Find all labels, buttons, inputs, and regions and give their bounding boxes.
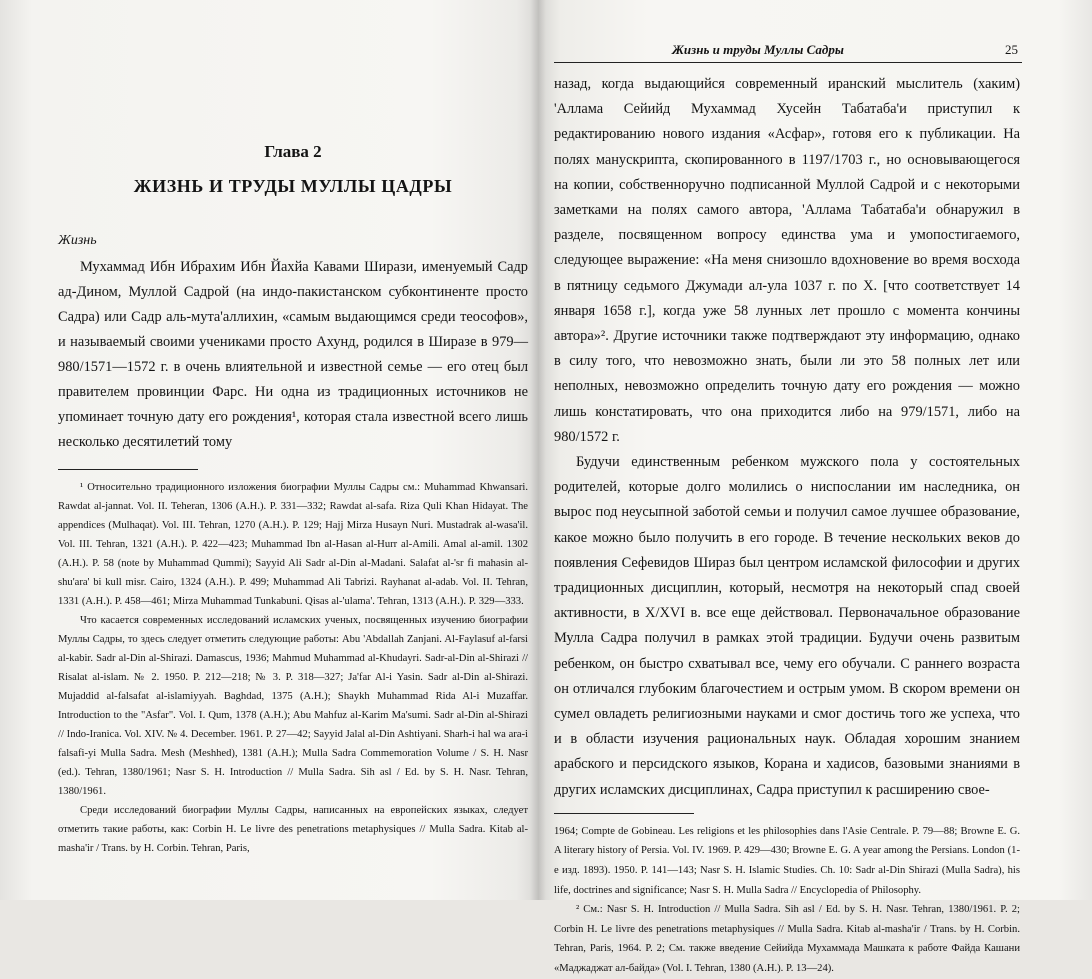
chapter-label: Глава 2 xyxy=(264,142,322,161)
running-head-title: Жизнь и труды Муллы Садры xyxy=(672,42,844,57)
right-footnote-cont: 1964; Compte de Gobineau. Les religions et les philosophies dans l'Asie Centrale. P. 79—88; Browne E. G. A literary history of Persia. Vol. IV. 1969. P. 429—430; Browne E. G. A year among the Persians. London (1-е изд. 1893). 1950. P. 141—143; Nasr S. H. Islamic Studies. Ch. 10: Sadr al-Din Shirazi (Mulla Sadra), his life, doctrines and significance; Nasr S. H. Mulla Sadra // Encyclopedia of Philosophy. xyxy=(554,825,1020,896)
left-paragraph-1: Мухаммад Ибн Ибрахим Ибн Йахйа Кавами Ширази, именуемый Садр ад-Дином, Муллой Садрой (на индо-пакистанском субконтиненте просто Садра) или Садр аль-мута'аллихин, «самым выдающимся среди теософов», и называемый своими учениками просто Ахунд, родился в Ширазе в 979—980/1571—1572 г. в очень влиятельной и известной семье — его отец был правителем провинции Фарс. Ни одна из традиционных источников не упоминает точную дату его рождения¹, которая стала известной всего лишь несколько десятилетий тому xyxy=(58,259,528,450)
book-gutter xyxy=(530,0,546,900)
right-page-content xyxy=(554,72,1020,979)
footnote-rule xyxy=(58,469,198,470)
footnote-rule xyxy=(554,813,694,814)
chapter-title: ЖИЗНЬ И ТРУДЫ МУЛЛЫ ЦАДРЫ xyxy=(133,176,453,196)
right-paragraph-1: назад, когда выдающийся современный иранский мыслитель (хаким) 'Аллама Сейийд Мухаммад Хусейн Табатаба'и приступил к редактированию нового издания «Асфар», готовя его к публикации. На полях манускрипта, скопированного в 1197/1703 г., но основывающегося на копии, собственноручно подписанной Муллой Садрой и с некоторыми заметками на полях самого автора, 'Аллама Табатаба'и обнаружил в разделе, посвященном вопросу единства ума и умопостигаемого, следующее выражение: «На меня снизошло вдохновение во время восхода в пятницу седьмого Джумади ал-ула 1037 г. по Х. [что соответствует 14 января 1658 г.], когда уже 58 лунных лет прошло с момента кончины автора»². Другие источники также подтверждают эту информацию, однако в силу того, что невозможно знать, были ли это 58 полных лет или неполных, невозможно определить точную дату его рождения — можно лишь констатировать, что она приходится либо на 979/1571, либо на 980/1572 г. xyxy=(554,76,1020,445)
left-footnote-2: Что касается современных исследований исламских ученых, посвященных изучению биографии Муллы Садры, то здесь следует отметить следующие работы: Abu 'Abdallah Zanjani. Al-Faylasuf al-farsi al-kabir. Sadr al-Din al-Shirazi. Damascus, 1936; Mahmud Muhammad al-Khudayri. Sadr-al-Din al-Shirazi // Risalat al-islam. № 2. 1950. P. 212—218; № 3. P. 318—327; Ja'far Al-i Yasin. Sadr al-Din al-Shirazi. Mujaddid al-falsafat al-islamiyyah. Baghdad, 1375 (A.H.); Shaykh Muhammad Rida Al-i Muzaffar. Introduction to the "Asfar". Vol. I. Qum, 1378 (A.H.); Abu Mahfuz al-Karim Ma'sumi. Sadr al-Din al-Shirazi // Indo-Iranica. Vol. XIV. № 4. December. 1961. P. 27—42; Sayyid Jalal al-Din Ashtiyani. Sharh-i hal wa ara-i falsafi-yi Mulla Sadra. Mesh (Meshhed), 1381 (A.H.); Mulla Sadra Commemoration Volume / S. H. Nasr (ed.). Tehran, 1380/1961; Nasr S. H. Introduction // Mulla Sadra. Sih asl / Ed. by S. H. Nasr. Tehran, 1380/1961. xyxy=(58,615,528,797)
running-head xyxy=(554,42,1022,63)
right-footnote-2: ² См.: Nasr S. H. Introduction // Mulla Sadra. Sih asl / Ed. by S. H. Nasr. Tehran, 1380/1961. P. 2; Corbin H. Le livre des penetrations metaphysiques // Mulla Sadra. Kitab al-masha'ir / Trans. by H. Corbin. Tehran, Paris, 1964. P. 2; См. также введение Сейийда Мухаммада Машката к работе Файда Кашани «Маджаджат ал-байда» (Vol. I. Tehran, 1380 (A.H.). P. 13—24). xyxy=(554,904,1020,975)
left-footnote-3: Среди исследований биографии Муллы Садры, написанных на европейских языках, следует отметить такие работы, как: Corbin H. Le livre des penetrations metaphysiques // Mulla Sadra. Kitab al-masha'ir / Trans. by H. Corbin. Tehran, Paris, xyxy=(58,805,528,854)
page-number: 25 xyxy=(1005,42,1018,57)
left-page-content xyxy=(58,142,528,858)
section-label: Жизнь xyxy=(58,233,97,248)
left-footnote-1: ¹ Относительно традиционного изложения биографии Муллы Садры см.: Muhammad Khwansari. Rawdat al-jannat. Vol. II. Teheran, 1306 (A.H.). P. 331—332; Rawdat al-safa. Riza Quli Khan Hidayat. The appendices (Mulhaqat). Vol. III. Tehran, 1270 (A.H.). P. 129; Hajj Mirza Husayn Nuri. Mustadrak al-wasa'il. Vol. III. Tehran, 1321 (A.H.). P. 422—423; Muhammad Ibn al-Hasan al-Hurr al-Amili. Amal al-amil. 1302 (A.H.). P. 58 (note by Muhammad Qummi); Sayyid Ali Sadr al-Din al-Madani. Salafat al-'sr fi mahasin al-shu'ara' bi kull misr. Cairo, 1324 (A.H.). P. 499; Muhammad Ali Tabrizi. Rayhanat al-adab. Vol. II. Tehran, 1331 (A.H.). P. 458—461; Mirza Muhammad Tunkabuni. Qisas al-'ulama'. Tehran, 1313 (A.H.). P. 329—333. xyxy=(58,482,528,607)
right-paragraph-2: Будучи единственным ребенком мужского пола у состоятельных родителей, которые долго молились о ниспослании им наследника, он вырос под неусыпной заботой семьи и получил самое лучшее образование, какое можно было получить в его городе. В течение нескольких веков до появления Сефевидов Шираз был центром исламской философии и других традиционных дисциплин, который, несмотря на некоторый спад своей активности, в X/XVI в. все еще действовал. Первоначальное образование Мулла Садра получил в рамках этой традиции. Будучи очень развитым ребенком, он быстро схватывал все, чему его обучали. С раннего возраста он отличался глубоким благочестием и острым умом. В скором времени он сумел овладеть религиозными науками и смог достичь того же успеха, что и в области изучения рациональных наук. Обладая хорошим знанием арабского и персидского языков, Корана и хадисов, базовыми знаниями в других исламских дисциплинах, Садра приступил к расширению свое- xyxy=(554,454,1020,798)
